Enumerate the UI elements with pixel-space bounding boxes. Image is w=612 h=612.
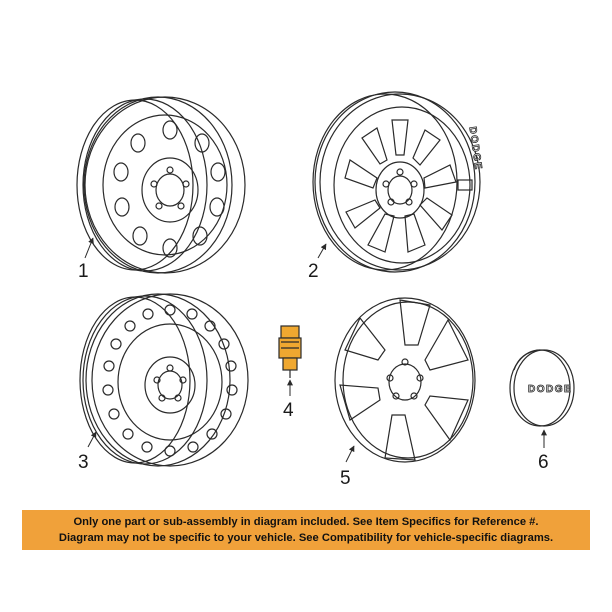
alloy-wheel-part-2[interactable] xyxy=(313,92,480,272)
spare-vent-holes xyxy=(103,305,237,456)
wheel-dodge-lettering: DODGE xyxy=(466,126,484,172)
callout-4: 4 xyxy=(283,400,294,421)
valve-stem-part-4[interactable] xyxy=(279,326,301,378)
callout-2: 2 xyxy=(308,261,319,282)
callout-1: 1 xyxy=(78,261,89,282)
leader-line-3 xyxy=(88,432,96,447)
callout-3: 3 xyxy=(78,452,89,473)
cover-spoke-openings xyxy=(340,300,468,460)
leader-line-2 xyxy=(318,244,326,258)
callout-5: 5 xyxy=(340,468,351,489)
disclaimer-banner xyxy=(22,510,590,550)
callout-6: 6 xyxy=(538,452,549,473)
disclaimer-line-1: Only one part or sub-assembly in diagram included. See Item Specifics for Reference #. xyxy=(73,516,539,528)
wheel-cover-part-5[interactable] xyxy=(335,298,475,462)
wheel-vent-holes xyxy=(114,121,225,257)
spare-wheel-part-3[interactable] xyxy=(80,294,248,466)
dodge-logo-text: DODGE xyxy=(528,384,573,395)
disclaimer-line-2: Diagram may not be specific to your vehicle. See Compatibility for vehicle-specific diagrams. xyxy=(58,532,554,544)
alloy-spoke-windows xyxy=(345,120,456,252)
leader-line-1 xyxy=(85,238,93,258)
steel-wheel-part-1[interactable] xyxy=(77,97,245,273)
leader-line-5 xyxy=(346,446,354,462)
